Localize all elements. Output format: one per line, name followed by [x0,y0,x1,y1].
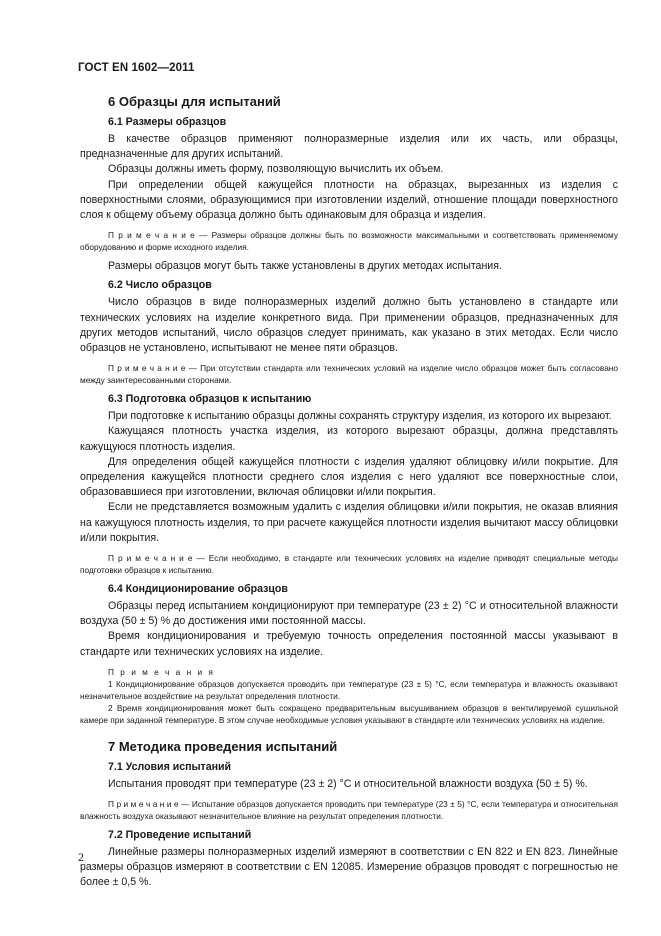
subsection-6-4-title: 6.4 Кондиционирование образцов [108,583,288,596]
paragraph: Для определения общей кажущейся плотности с изделия удаляют облицовку и/или покрытие. Для определения кажущейся плотности среднего слоя изделия с него удаляют все поверхностные слои, образовавшиеся при изготовлении, включая облицовки и/или покрытия. [80,455,618,499]
page-number: 2 [78,850,84,864]
note [80,552,618,576]
note-text: — При отсутствии стандарта или технических условий на изделие число образцов может быть согласовано между заинтересованными сторонами. [80,363,619,386]
paragraph: Время кондиционирования и требуемую точность определения постоянной массы указывают в стандарте или технических условиях на изделие. [80,630,618,658]
note: 2 Время кондиционирования может быть сокращено предварительным высушиванием образцов в вентилируемой сушильной камере при заданной температуре. В этом случае необходимые условия указывают в стандарте или технических условиях на изделие. [80,702,618,725]
note-label: П р и м е ч а н и е [108,553,193,564]
subsection-6-1-title: 6.1 Размеры образцов [108,116,227,128]
notes-label: П р и м е ч а н и я [108,666,215,677]
paragraph: В качестве образцов применяют полноразмерные изделия или их часть, или образцы, предназначенные для других испытаний. [80,133,618,161]
note [80,798,618,822]
paragraph: Линейные размеры полноразмерных изделий измеряют в соответствии с EN 822 и EN 823. Линейные размеры образцов измеряют в соответствии с EN 12085. Измерение образцов проводят с погрешностью не более ± 0,5 %. [80,846,618,889]
paragraph: Размеры образцов могут быть также установлены в других методах испытания. [108,260,502,273]
paragraph: При подготовке к испытанию образцы должны сохранять структуру изделия, из которого их вырезают. [108,410,612,423]
note-label: П р и м е ч а н и е [108,363,186,374]
note-text: — Если необходимо, в стандарте или технических условиях на изделие приводят специальные методы подготовки образцов к испытанию. [80,553,618,576]
paragraph: При определении общей кажущейся плотности на образцах, вырезанных из изделия с поверхностными слоями, образующимися при изготовлении изделий, отношение площади поверхностного слоя к общему объему образца должно быть одинаковым для образца и изделия. [80,178,618,222]
note-text: — Испытание образцов допускается проводить при температуре (23 ± 5) °С, если температура и относительная влажность воздуха оказывают незначительное влияние на результат определения плотности. [80,799,619,822]
note-label: П р и м е ч а н и е [108,230,195,241]
subsection-6-3-title: 6.3 Подготовка образцов к испытанию [108,393,312,406]
note-label: П р и м е ч а н и е [108,799,179,810]
paragraph: Испытания проводят при температуре (23 ± 2) °С и относительной влажности воздуха (50 ± 5) %. [108,777,588,790]
note-text: — Размеры образцов должны быть по возможности максимальными и соответствовать применяемому оборудованию и форме исходного изделия. [80,230,618,253]
section-6-title: 6 Образцы для испытаний [108,94,281,109]
note [80,362,618,386]
subsection-7-2-title: 7.2 Проведение испытаний [108,829,252,842]
subsection-6-2-title: 6.2 Число образцов [108,279,212,292]
note [80,229,618,253]
document-header: ГОСТ EN 1602—2011 [78,62,195,74]
subsection-7-1-title: 7.1 Условия испытаний [108,760,232,773]
paragraph: Кажущаяся плотность участка изделия, из которого вырезают образцы, должна представлять кажущуюся плотность изделия. [80,425,618,453]
document-body [80,91,618,891]
paragraph: Если не представляется возможным удалить с изделия облицовки и/или покрытия, не оказав влияния на кажущуюся плотность изделия, то при расчете кажущейся плотности изделия вычитают массу облицовки и/или покрытия. [80,501,618,544]
paragraph: Образцы перед испытанием кондиционируют при температуре (23 ± 2) °С и относительной влажности воздуха (50 ± 5) % до достижения ими постоянной массы. [80,600,618,628]
section-7-title: 7 Методика проведения испытаний [108,738,338,754]
paragraph: Образцы должны иметь форму, позволяющую вычислить их объем. [108,163,444,176]
paragraph: Число образцов в виде полноразмерных изделий должно быть установлено в стандарте или технических условиях на изделие конкретного вида. При применении образцов, предназначенных для других методов испытаний, число образцов следует принимать, как указано в этих методах. Если число образцов не установлено, испытывают не менее пяти образцов. [80,296,618,355]
note: 1 Кондиционирование образцов допускается проводить при температуре (23 ± 5) °С, если температура и влажность оказывают незначительное воздействие на результат определения плотности. [80,678,618,701]
